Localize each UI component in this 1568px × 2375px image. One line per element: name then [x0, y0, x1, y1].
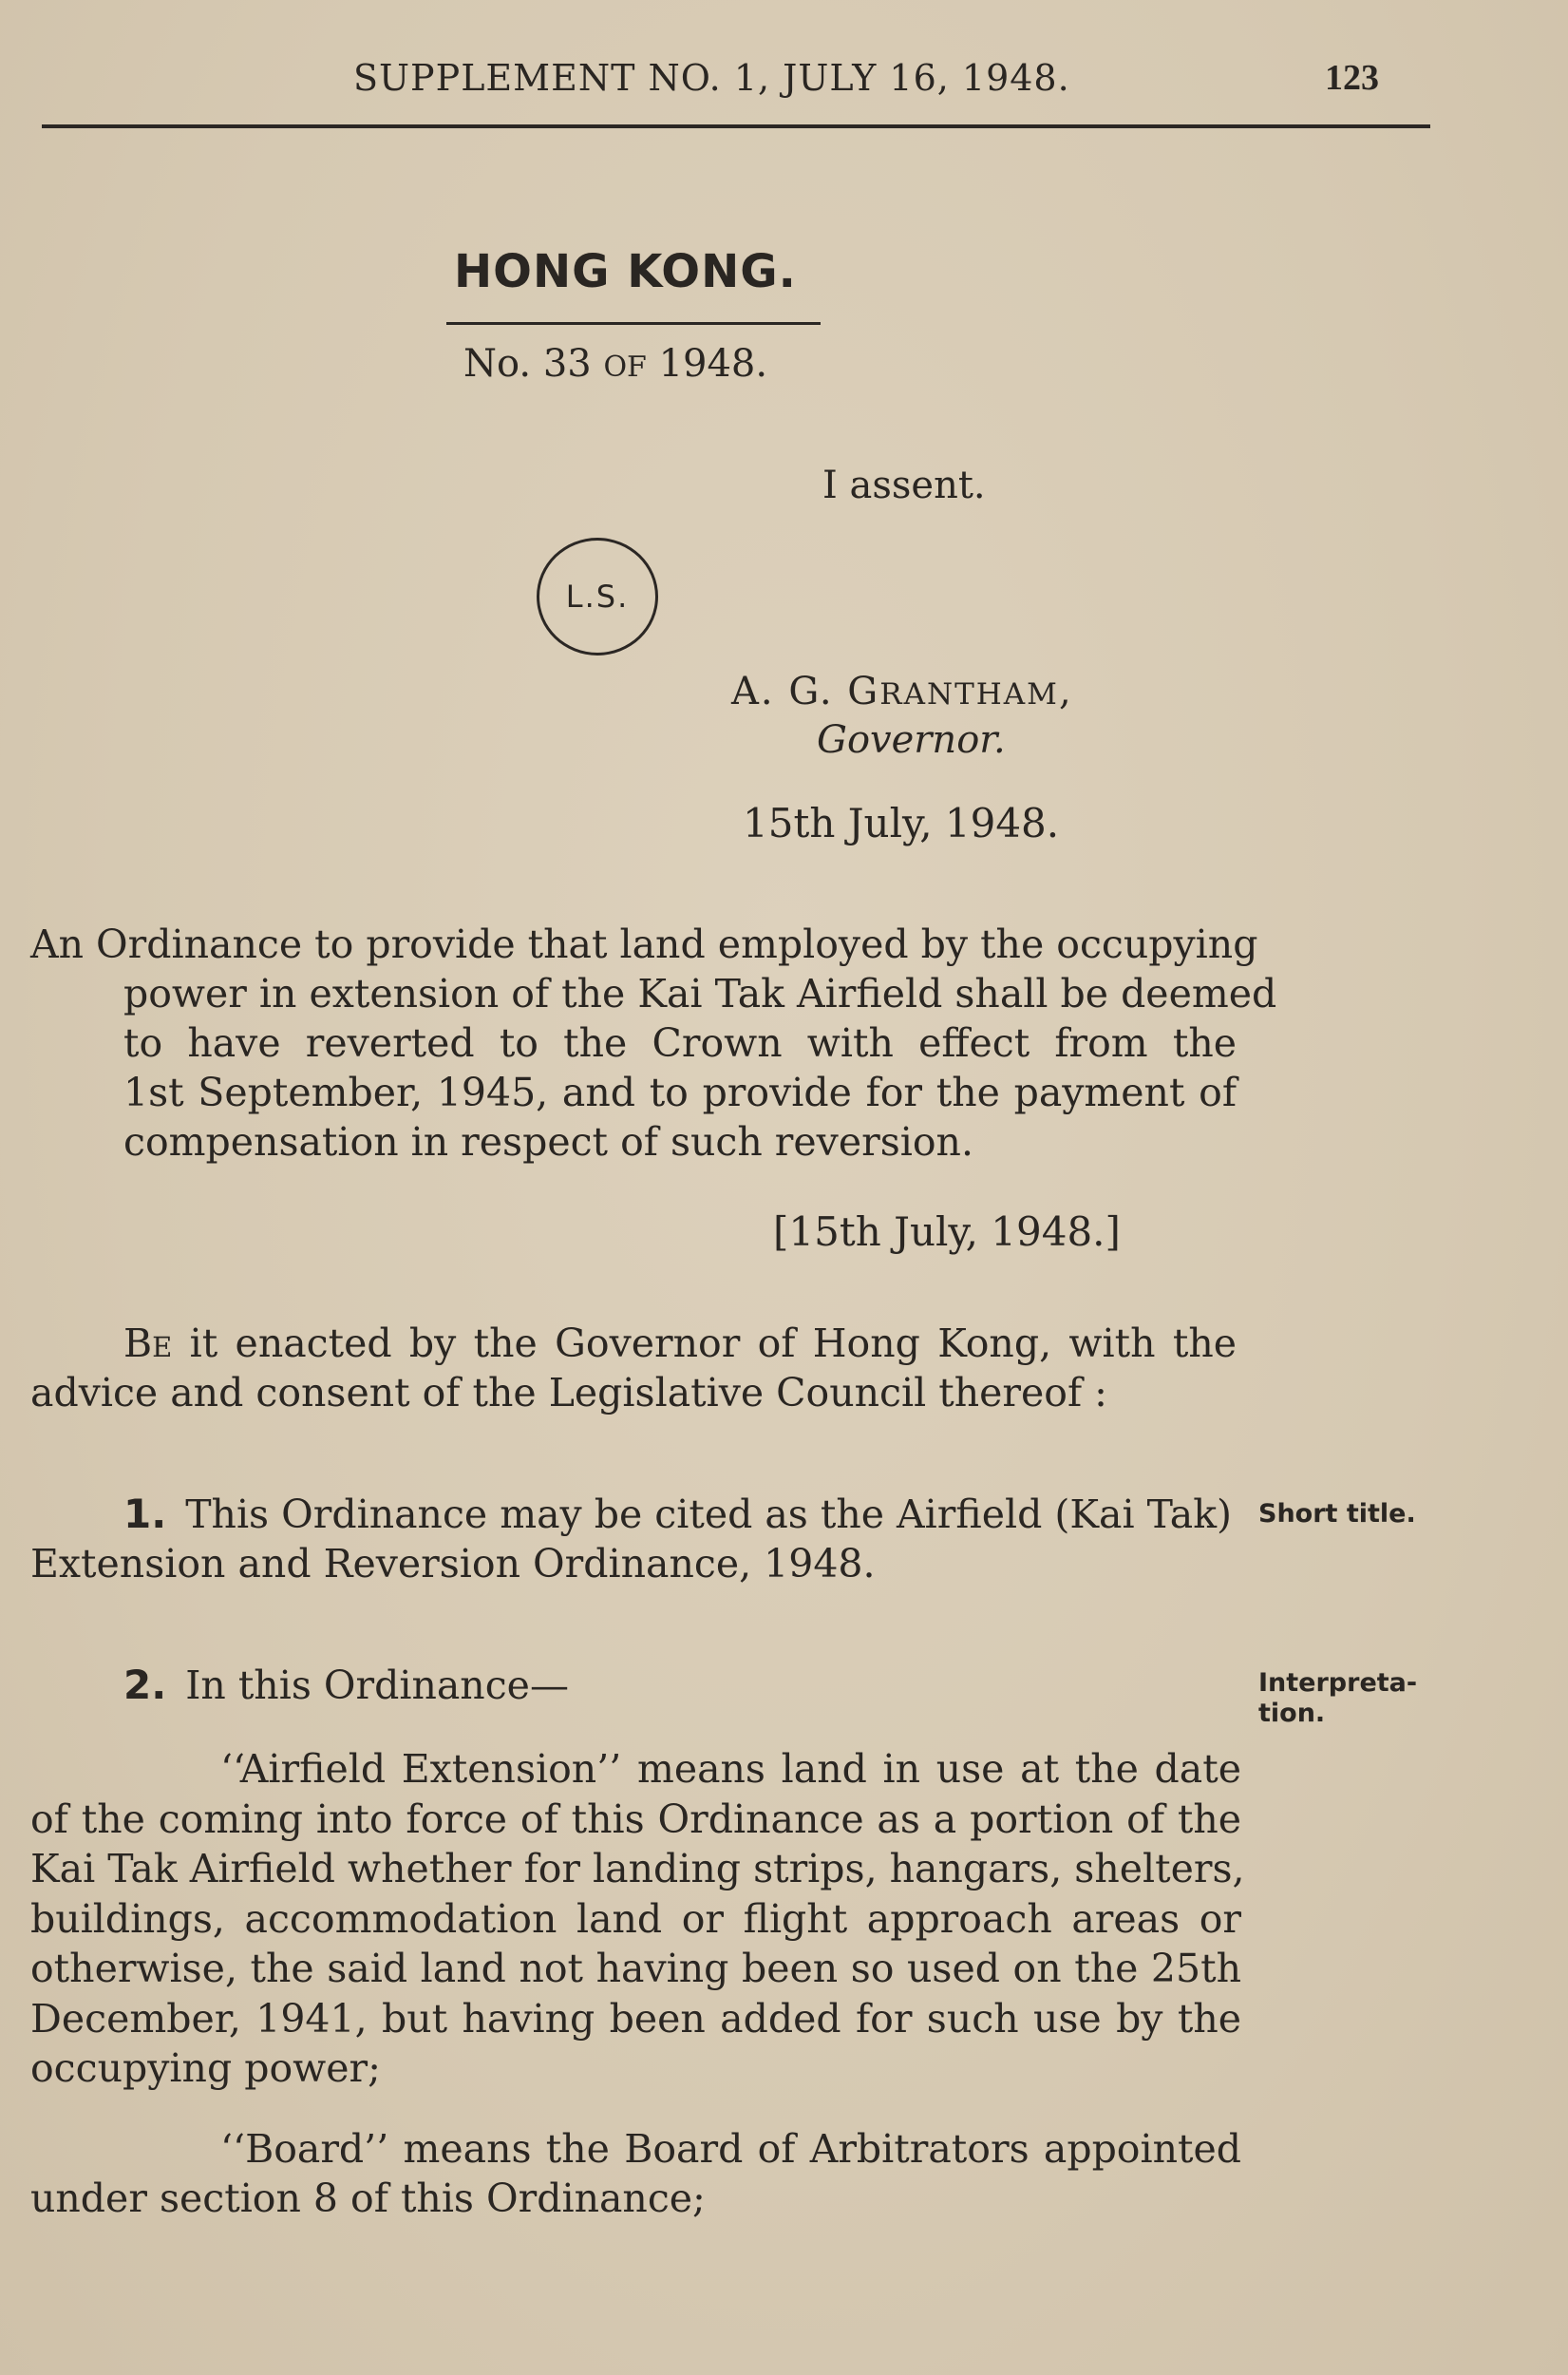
- governor-title: Governor.: [817, 718, 1006, 762]
- margin-note-short-title: Short title.: [1258, 1499, 1416, 1529]
- assent-text: I assent.: [822, 464, 986, 507]
- definition-line: December, 1941, but having been added for such use by the: [30, 1995, 1241, 2042]
- definition-line: occupying power;: [30, 2045, 381, 2091]
- definition-line: ‘‘Airfield Extension’’ means land in use at the date: [220, 1746, 1241, 1792]
- seal-label: L.S.: [565, 579, 630, 615]
- section-text: This Ordinance may be cited as the Airfield (Kai Tak): [185, 1492, 1233, 1537]
- section-number: 1.: [123, 1491, 167, 1537]
- governor-name: A. G. GRANTHAM,: [731, 670, 1073, 713]
- definition-line: otherwise, the said land not having been so used on the 25th: [30, 1946, 1241, 1991]
- definition-board: [30, 2124, 1241, 2223]
- section-2: [30, 1661, 1237, 1710]
- section-text: Extension and Reversion Ordinance, 1948.: [30, 1541, 876, 1586]
- enacting-clause: [30, 1319, 1237, 1417]
- section-text: In this Ordinance—: [185, 1662, 569, 1708]
- definition-line: buildings, accommodation land or flight approach areas or: [30, 1895, 1241, 1942]
- enacting-line-1: it enacted by the Governor of Hong Kong, with the: [172, 1320, 1237, 1366]
- header-rule: [42, 124, 1430, 128]
- long-title-line: compensation in respect of such reversion.: [123, 1119, 973, 1165]
- section-1: [30, 1490, 1237, 1588]
- definition-airfield-extension: [30, 1744, 1245, 2094]
- enacting-be: Be: [123, 1320, 173, 1366]
- page-number: 123: [1325, 58, 1379, 98]
- seal-stamp: [537, 538, 658, 656]
- running-title: SUPPLEMENT NO. 1, JULY 16, 1948.: [353, 57, 1070, 99]
- enacting-line-2: advice and consent of the Legislative Council thereof :: [30, 1370, 1107, 1416]
- long-title-line: An Ordinance to provide that land employed by the occupying: [30, 922, 1258, 967]
- assent-date: 15th July, 1948.: [743, 800, 1060, 846]
- definition-line: ‘‘Board’’ means the Board of Arbitrators appointed: [220, 2126, 1241, 2172]
- ordinance-number: No. 33 OF 1948.: [463, 342, 768, 386]
- definition-line: under section 8 of this Ordinance;: [30, 2176, 706, 2221]
- long-title-line: 1st September, 1945, and to provide for the payment of: [123, 1070, 1237, 1115]
- colony-heading: HONG KONG.: [454, 245, 797, 298]
- section-number: 2.: [123, 1662, 167, 1708]
- long-title-line: power in extension of the Kai Tak Airfield shall be deemed: [123, 971, 1277, 1016]
- commencement-date: [15th July, 1948.]: [773, 1208, 1121, 1255]
- heading-rule: [446, 322, 821, 325]
- margin-note-interpretation: Interpreta- tion.: [1258, 1668, 1418, 1728]
- definition-line: Kai Tak Airfield whether for landing strips, hangars, shelters,: [30, 1846, 1245, 1891]
- long-title: [30, 920, 1277, 1167]
- definition-line: of the coming into force of this Ordinance as a portion of the: [30, 1796, 1241, 1842]
- long-title-line: to have reverted to the Crown with effect from the: [123, 1020, 1237, 1066]
